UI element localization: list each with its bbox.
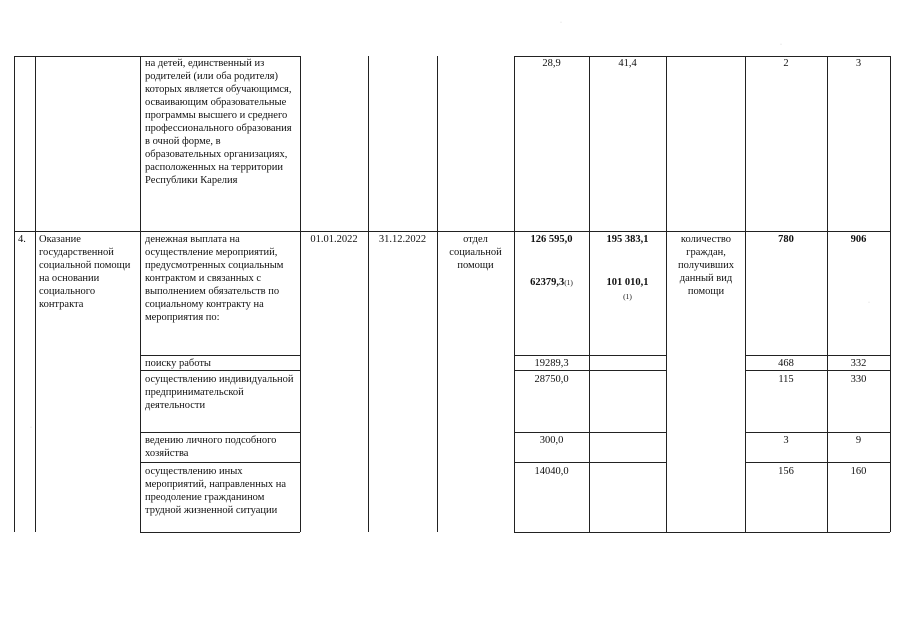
scan-speck: · <box>560 20 562 26</box>
subrow-divider-3-counts <box>745 432 890 433</box>
row4-count-2021: 780 <box>778 234 794 245</box>
col-line-2 <box>140 56 141 532</box>
subrow-2-count-2021: 115 <box>778 374 794 385</box>
table-bottom-desc <box>140 532 300 533</box>
subrow-divider-2-counts <box>745 370 890 371</box>
continuation-value-2021: 28,9 <box>542 58 561 69</box>
continuation-value-2022: 41,4 <box>618 58 637 69</box>
subrow-1-count-2021: 468 <box>778 358 794 369</box>
continuation-count-2022: 3 <box>855 58 862 69</box>
row4-indicator: количество граждан, получивших данный вид помощи <box>677 234 735 297</box>
subrow-divider-3 <box>140 432 300 433</box>
subrow-1-count-2022: 332 <box>850 358 867 369</box>
col-line-5 <box>437 56 438 532</box>
subrow-divider-1 <box>140 355 300 356</box>
col-line-9 <box>745 56 746 532</box>
subrow-2-value-2021: 28750,0 <box>534 374 569 385</box>
subrow-1-value-2021: 19289,3 <box>534 358 569 369</box>
subrow-divider-1-values <box>514 355 666 356</box>
subrow-4-count-2022: 160 <box>850 466 867 477</box>
col-line-4 <box>368 56 369 532</box>
table-bottom-values <box>514 532 890 533</box>
col-line-0 <box>14 56 15 532</box>
row4-number: 4. <box>18 234 26 245</box>
subrow-1-description: поиску работы <box>145 358 211 369</box>
subrow-4-description: осуществлению иных мероприятий, направленных на преодоление гражданином трудной жизненной ситуации <box>145 466 287 516</box>
subrow-divider-4 <box>140 462 300 463</box>
row-divider-row4 <box>14 231 890 232</box>
subrow-3-description: ведению личного подсобного хозяйства <box>145 435 277 459</box>
row4-value-2021-sub <box>514 276 589 289</box>
row4-value-2021-sub-number: 62379,3 <box>530 277 565 288</box>
row4-count-2022: 906 <box>850 234 867 245</box>
continuation-description: на детей, единственный из родителей (или оба родителя) которых является обучающимся, осваивающим образовательные программы высшего и среднего профессионального образования в очной форме, в образовательных организациях, расположенных на территории Республики Карелия <box>145 58 292 186</box>
subrow-4-value-2021: 14040,0 <box>534 466 569 477</box>
col-line-3 <box>300 56 301 532</box>
row4-value-2022-sub: 101 010,1 <box>606 277 649 288</box>
row4-name: Оказание государственной социальной помощи на основании социального контракта <box>39 234 131 310</box>
row4-end-date: 31.12.2022 <box>378 234 427 245</box>
row4-start-date: 01.01.2022 <box>310 234 358 245</box>
subrow-divider-2 <box>140 370 300 371</box>
scan-speck: · <box>780 42 782 48</box>
subrow-4-count-2021: 156 <box>778 466 794 477</box>
row4-value-2021-sub-note: (1) <box>564 278 573 287</box>
row4-value-2022: 195 383,1 <box>606 234 649 245</box>
subrow-2-description: осуществлению индивидуальной предпринимательской деятельности <box>145 374 294 411</box>
subrow-divider-2-values <box>514 370 666 371</box>
col-line-11 <box>890 56 891 532</box>
row4-description: денежная выплата на осуществление мероприятий, предусмотренных социальным контрактом и связанных с выполнением обязательств по социальному контракту на мероприятия по: <box>145 234 284 323</box>
col-line-6 <box>514 56 515 532</box>
subrow-2-count-2022: 330 <box>850 374 867 385</box>
continuation-count-2021: 2 <box>783 58 789 69</box>
scan-speck: · <box>868 300 870 306</box>
col-line-1 <box>35 56 36 532</box>
subrow-3-value-2021: 300,0 <box>539 435 564 446</box>
row4-responsible: отдел социальной помощи <box>449 234 502 271</box>
row4-value-2022-sub-note: (1) <box>623 292 632 301</box>
subrow-3-count-2021: 3 <box>783 435 789 446</box>
subrow-3-count-2022: 9 <box>855 435 862 446</box>
col-line-10 <box>827 56 828 532</box>
row4-value-2021: 126 595,0 <box>530 234 573 245</box>
col-line-8 <box>666 56 667 532</box>
subrow-divider-4-counts <box>745 462 890 463</box>
subrow-divider-3-values <box>514 432 666 433</box>
scan-speck: · <box>30 425 32 431</box>
subrow-divider-1-counts <box>745 355 890 356</box>
subrow-divider-4-values <box>514 462 666 463</box>
